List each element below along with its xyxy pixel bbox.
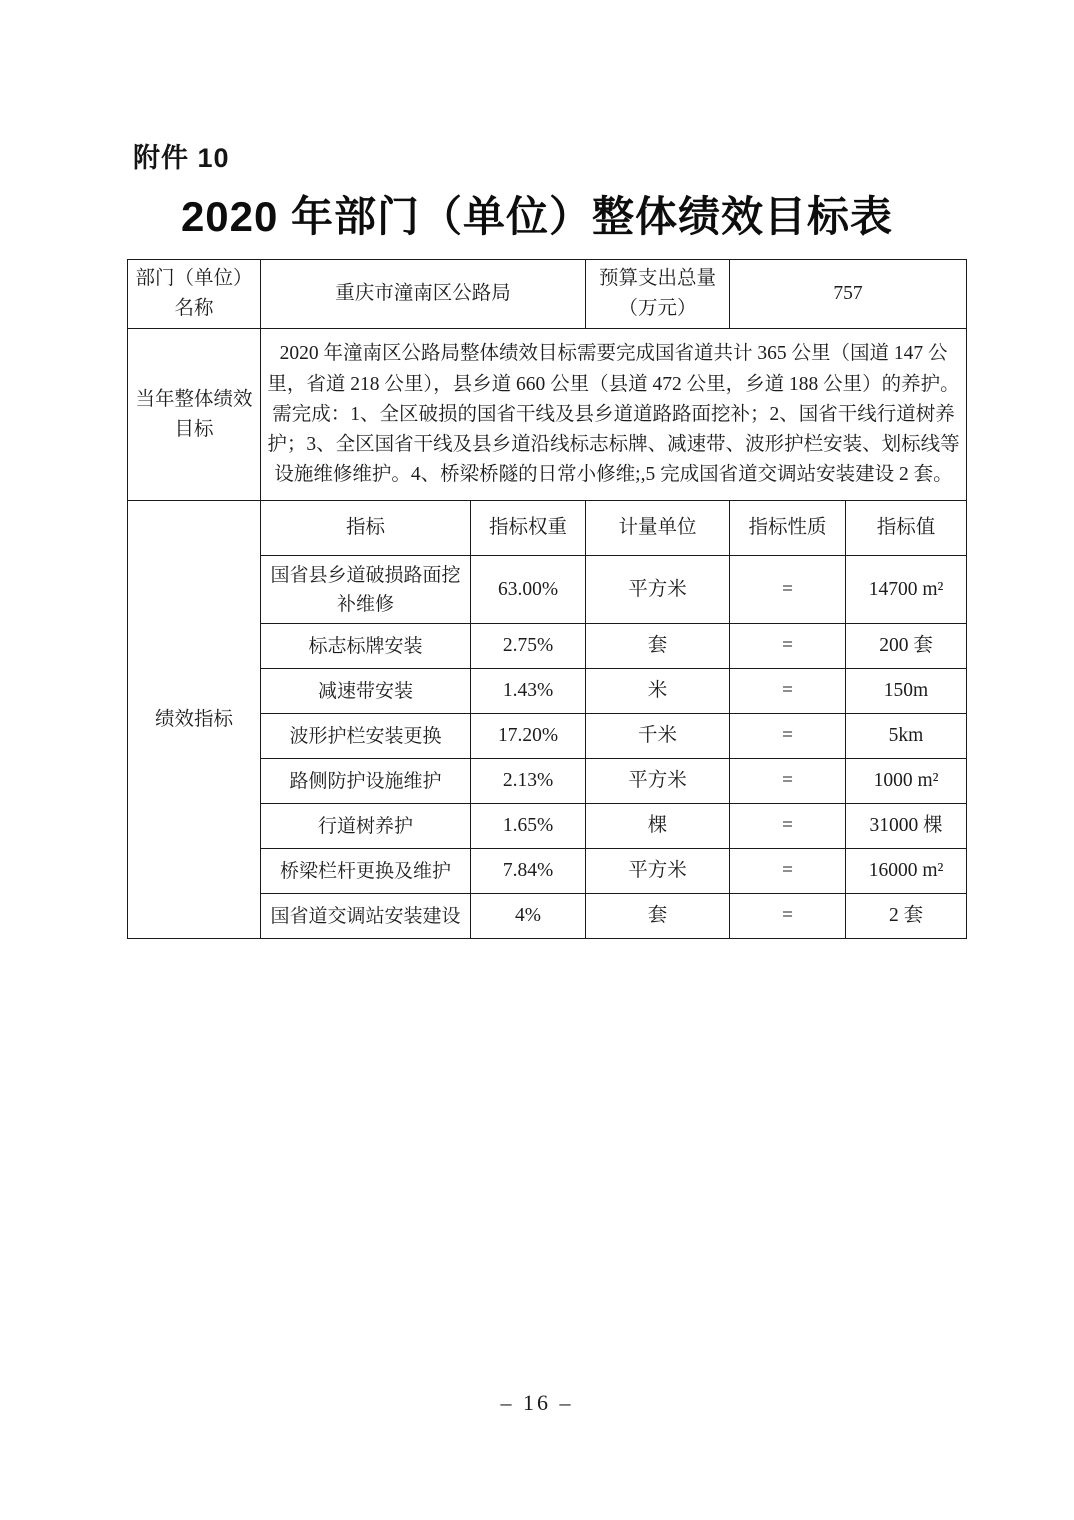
- indicator-unit-cell: 平方米: [586, 556, 730, 624]
- annual-goal-label: 当年整体绩效目标: [128, 329, 261, 501]
- indicator-unit-cell: 套: [586, 894, 730, 939]
- indicator-unit-cell: 套: [586, 624, 730, 669]
- indicator-weight-cell: 7.84%: [471, 849, 586, 894]
- indicator-name-cell: 桥梁栏杆更换及维护: [261, 849, 471, 894]
- indicator-nature-cell: =: [730, 894, 846, 939]
- indicator-value-cell: 5km: [846, 714, 967, 759]
- indicator-unit-cell: 平方米: [586, 759, 730, 804]
- indicator-weight-cell: 2.75%: [471, 624, 586, 669]
- header-unit: 计量单位: [586, 501, 730, 556]
- indicator-weight-cell: 2.13%: [471, 759, 586, 804]
- dept-name-label: 部门（单位）名称: [128, 260, 261, 329]
- indicator-value-cell: 150m: [846, 669, 967, 714]
- budget-total-label: 预算支出总量（万元）: [586, 260, 730, 329]
- header-nature: 指标性质: [730, 501, 846, 556]
- indicator-header-row: [128, 501, 967, 556]
- annual-goal-row: [128, 329, 967, 501]
- indicator-name-cell: 标志标牌安装: [261, 624, 471, 669]
- indicator-nature-cell: =: [730, 669, 846, 714]
- indicator-unit-cell: 棵: [586, 804, 730, 849]
- indicator-unit-cell: 千米: [586, 714, 730, 759]
- indicator-value-cell: 200 套: [846, 624, 967, 669]
- page-number: – 16 –: [500, 1390, 574, 1415]
- indicator-weight-cell: 4%: [471, 894, 586, 939]
- indicator-value-cell: 31000 棵: [846, 804, 967, 849]
- indicator-weight-cell: 17.20%: [471, 714, 586, 759]
- annual-goal-text: 2020 年潼南区公路局整体绩效目标需要完成国省道共计 365 公里（国道 147 公里，省道 218 公里），县乡道 660 公里（县道 472 公里，乡道 188 公里）的养护。需完成：1、全区破损的国省干线及县乡道道路路面挖补；2、国省干线行道树养护；3、全区国省干线及县乡道沿线标志标牌、减速带、波形护栏安装、划标线等设施维修维护。4、桥梁桥隧的日常小修维;,5 完成国省道交调站安装建设 2 套。: [261, 329, 967, 501]
- indicator-nature-cell: =: [730, 624, 846, 669]
- budget-total-value: 757: [730, 260, 967, 329]
- indicator-value-cell: 1000 m²: [846, 759, 967, 804]
- indicator-value-cell: 14700 m²: [846, 556, 967, 624]
- indicator-name-cell: 行道树养护: [261, 804, 471, 849]
- indicator-nature-cell: =: [730, 804, 846, 849]
- indicator-name-cell: 波形护栏安装更换: [261, 714, 471, 759]
- indicator-unit-cell: 米: [586, 669, 730, 714]
- performance-target-table: [127, 259, 967, 939]
- indicator-nature-cell: =: [730, 556, 846, 624]
- indicator-weight-cell: 1.65%: [471, 804, 586, 849]
- attachment-label: 附件 10: [133, 143, 230, 173]
- indicator-unit-cell: 平方米: [586, 849, 730, 894]
- indicator-nature-cell: =: [730, 849, 846, 894]
- indicator-nature-cell: =: [730, 714, 846, 759]
- indicator-nature-cell: =: [730, 759, 846, 804]
- page-title: 2020 年部门（单位）整体绩效目标表: [180, 193, 894, 240]
- indicator-value-cell: 16000 m²: [846, 849, 967, 894]
- header-weight: 指标权重: [471, 501, 586, 556]
- indicator-value-cell: 2 套: [846, 894, 967, 939]
- header-indicator: 指标: [261, 501, 471, 556]
- indicator-name-cell: 路侧防护设施维护: [261, 759, 471, 804]
- indicator-name-cell: 减速带安装: [261, 669, 471, 714]
- indicators-section-label: 绩效指标: [128, 501, 261, 939]
- header-value: 指标值: [846, 501, 967, 556]
- dept-name-value: 重庆市潼南区公路局: [261, 260, 586, 329]
- indicator-weight-cell: 1.43%: [471, 669, 586, 714]
- dept-row: [128, 260, 967, 329]
- indicator-weight-cell: 63.00%: [471, 556, 586, 624]
- indicator-name-cell: 国省县乡道破损路面挖补维修: [261, 556, 471, 624]
- indicator-name-cell: 国省道交调站安装建设: [261, 894, 471, 939]
